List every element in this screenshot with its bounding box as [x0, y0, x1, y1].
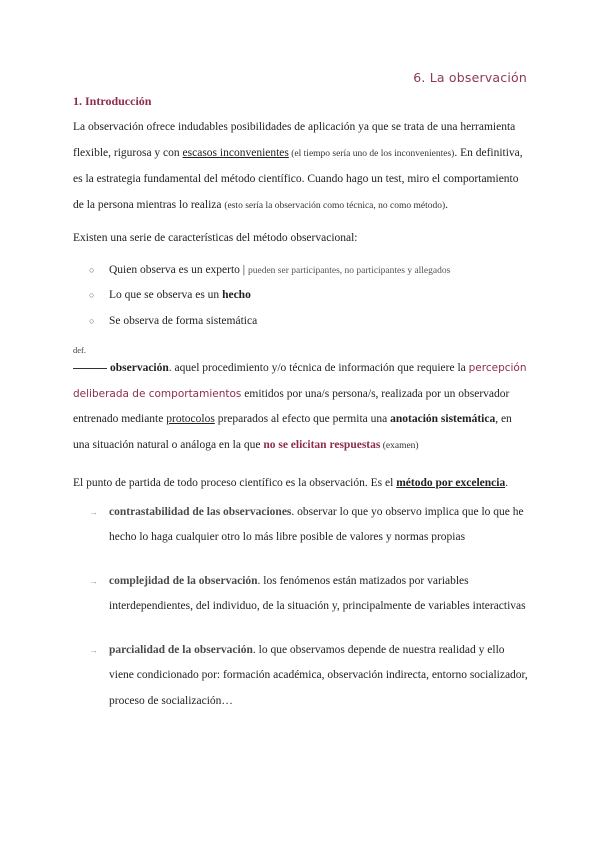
- intro-text-3: .: [445, 198, 449, 211]
- intro-note-2: (esto sería la observación como técnica, no como método): [224, 200, 446, 211]
- definition-label: def.: [73, 345, 86, 355]
- definition-paragraph: observación. aquel procedimiento y/o técnica de información que requiere la percepción deliberada de comportamientos emitidos por una/s persona/s, realizada por un observador entrenado mediante protocolos preparados al efecto que permita una anotación sistemática, en una situación natural o análoga en la que no se elicitan respuestas (examen): [73, 362, 527, 451]
- list-item: ○ Se observa de forma sistemática: [89, 309, 528, 335]
- features-list: [89, 500, 528, 715]
- page-header-title: 6. La observación: [413, 70, 527, 85]
- list-item: → complejidad de la observación. los fenómenos están matizados por variables interdependientes, del individuo, de la situación y, principalmente de variables interactivas: [89, 569, 528, 620]
- method-emphasis: método por excelencia: [396, 477, 506, 489]
- section2-intro: El punto de partida de todo proceso científico es la observación. Es el método por excelencia.: [73, 477, 509, 489]
- intro-paragraph: [73, 115, 528, 219]
- list-item: → parcialidad de la observación. lo que observamos depende de nuestra realidad y ello viene condicionado por: formación académica, observación indirecta, entorno socializador, proceso de socialización…: [89, 638, 528, 715]
- arrow-right-icon: →: [89, 506, 98, 517]
- document-body: [73, 94, 528, 732]
- characteristics-list: [89, 258, 528, 335]
- circle-bullet-icon: ○: [89, 315, 95, 326]
- list-item: → contrastabilidad de las observaciones. observar lo que yo observo implica que lo que he hecho lo haga cualquier otro lo más libre posible de valores y normas propias: [89, 500, 528, 551]
- characteristics-intro: Existen una serie de características del método observacional:: [73, 232, 358, 244]
- intro-note-1: (el tiempo sería uno de los inconvenientes): [288, 148, 455, 159]
- intro-text-2: . En definitiva, es la estrategia fundamental del método científico. Cuando hago un test, miro el comportamiento de la persona mientras lo realiza: [73, 146, 523, 211]
- dash-line: [73, 368, 107, 369]
- definition-term: observación: [110, 362, 169, 374]
- definition-highlight: percepción deliberada de comportamientos: [73, 362, 527, 400]
- circle-bullet-icon: ○: [89, 290, 95, 300]
- list-item: ○ Lo que se observa es un hecho: [89, 283, 528, 309]
- arrow-right-icon: →: [89, 644, 98, 655]
- definition-underlined: protocolos: [166, 413, 215, 425]
- arrow-right-icon: →: [89, 575, 98, 586]
- intro-underlined: escasos inconvenientes: [182, 146, 289, 159]
- list-item: ○ Quien observa es un experto | pueden ser participantes, no participantes y allegados: [89, 258, 528, 284]
- intro-text-1: La observación ofrece indudables posibilidades de aplicación ya que se trata de una herramienta flexible, rigurosa y con: [73, 121, 516, 159]
- section-heading: 1. Introducción: [73, 94, 152, 108]
- circle-bullet-icon: ○: [89, 264, 95, 275]
